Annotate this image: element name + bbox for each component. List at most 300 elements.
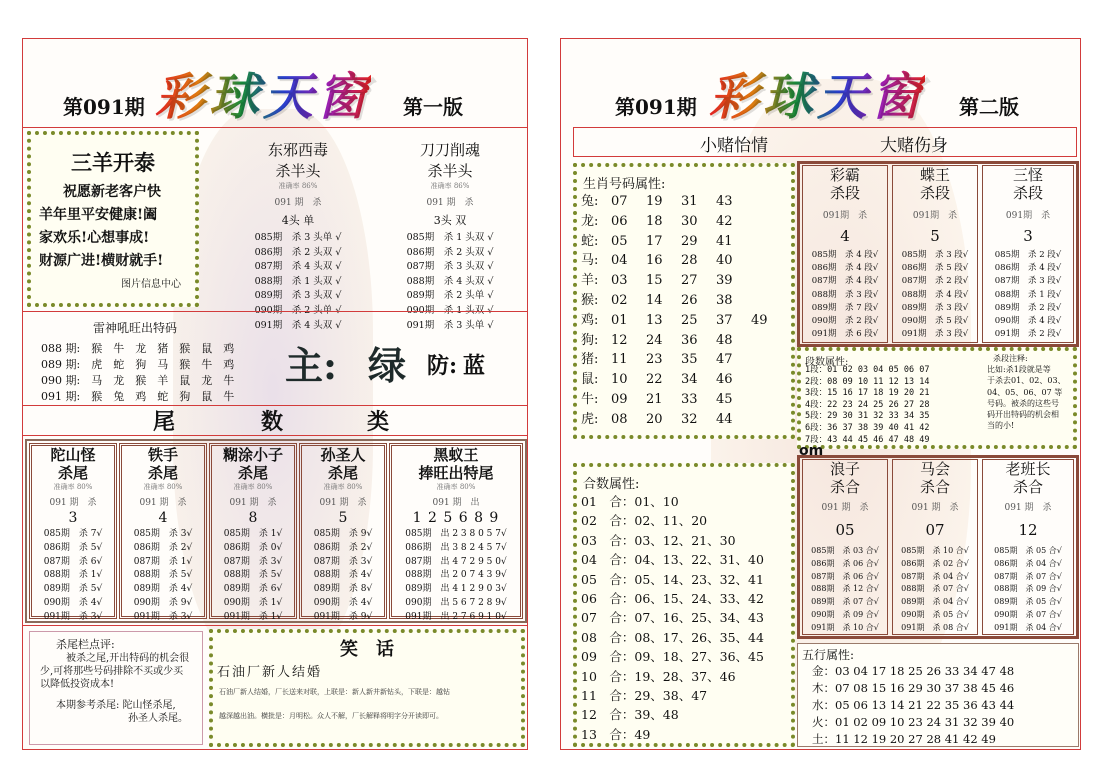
history-row: 089期 杀 8√ (313, 584, 373, 595)
zodiac-number: 13 (646, 312, 663, 328)
zodiac-number: 32 (681, 411, 698, 427)
zodiac-number: 16 (646, 253, 663, 269)
thunder-row: 089 期: 虎 蛇 狗 马 猴 牛 鸡 (41, 358, 235, 371)
zodiac-row (581, 251, 791, 271)
banner-left: 小赌怡情 (700, 136, 768, 156)
history-row: 091期 杀 6 段√ (811, 329, 879, 340)
reference-line: 孙圣人杀尾。 (128, 713, 188, 724)
history-row: 086期 杀 4 段√ (994, 263, 1062, 274)
he-row: 06 合：06、15、24、33、42 (581, 591, 764, 607)
zodiac-number: 37 (716, 312, 733, 328)
zodiac-number: 02 (611, 292, 628, 308)
comment-line: 被杀之尾,开出特码的机会很 (66, 653, 190, 664)
zodiac-title: 生肖号码属性: (583, 177, 666, 192)
zodiac-number: 40 (716, 253, 733, 269)
history-row: 087期 杀 2 段√ (901, 276, 969, 287)
column-subtitle: 杀半头 (275, 162, 321, 180)
column-subtitle: 杀合 (1012, 478, 1043, 496)
zodiac-number: 17 (646, 233, 663, 249)
history-row: 086期 杀 04 合√ (994, 558, 1062, 568)
joke-title: 笑 话 (340, 639, 394, 660)
he-row: 02 合：02、11、20 (581, 513, 708, 529)
history-row: 089期 杀 2 头单 √ (406, 290, 494, 302)
accuracy-rate: 准确率 80% (53, 483, 93, 491)
issue-number: 第091期 (63, 95, 145, 119)
zodiac-name: 牛: (581, 391, 599, 407)
history-row: 085期 杀 3√ (133, 529, 193, 539)
history-row: 090期 出 5 6 7 2 8 9√ (405, 597, 507, 608)
wuxing-row: 土：11 12 19 20 27 28 41 42 49 (812, 732, 996, 746)
segment-row: 5段：29 30 31 32 33 34 35 (805, 411, 930, 422)
zodiac-name: 马: (581, 253, 599, 269)
history-row: 086期 杀 06 合√ (811, 558, 879, 568)
segment-row: 2段：08 09 10 11 12 13 14 (805, 376, 930, 387)
history-row: 088期 杀 1√ (43, 570, 103, 581)
zodiac-row (581, 331, 791, 351)
issue-line: 091 期 出 (432, 498, 480, 508)
accuracy-rate: 准确率 80% (436, 483, 476, 491)
prediction-result: 5 (930, 227, 940, 245)
history-row: 089期 杀 4√ (133, 584, 193, 595)
wuxing-title: 五行属性: (802, 648, 855, 662)
zodiac-number: 46 (716, 372, 733, 388)
zodiac-number: 23 (646, 352, 663, 368)
kill-half-column-1 (223, 139, 373, 333)
divider (23, 311, 528, 312)
section-title-char: 尾 (153, 409, 176, 435)
segment-rows (805, 365, 929, 446)
he-attributes-box (573, 463, 795, 747)
history-row: 087期 出 4 7 2 9 5 0√ (405, 556, 507, 567)
joke-line: 石油厂新人结婚，厂长送来对联，上联是：新人新井新钻头，下联是：越钻 (219, 688, 450, 696)
edition-one-page (22, 38, 528, 750)
he-row: 08 合：08、17、26、35、44 (581, 629, 764, 645)
zodiac-number: 03 (611, 273, 628, 289)
history-row: 088期 杀 1 段√ (994, 289, 1062, 300)
zodiac-row (581, 350, 791, 370)
column-title: 孙圣人 (320, 446, 366, 464)
segment-column-3 (982, 165, 1074, 343)
zodiac-number: 25 (681, 312, 698, 328)
he-row: 07 合：07、16、25、34、43 (581, 610, 764, 626)
zodiac-number: 11 (611, 352, 628, 368)
history-row: 091期 杀 3 段√ (901, 329, 969, 340)
zodiac-number: 36 (681, 332, 698, 348)
issue-line: 091 期 杀 (229, 498, 277, 508)
history-row: 087期 杀 3 段√ (994, 276, 1062, 287)
joke-box (209, 629, 525, 747)
prediction-result: 4头 单 (281, 214, 315, 227)
he-row: 12 合：39、48 (581, 707, 679, 723)
divider (23, 127, 528, 128)
prediction-result: 12 (1018, 521, 1038, 539)
zodiac-number: 06 (611, 213, 628, 229)
tail-comment-box (29, 631, 203, 745)
greeting-title: 三羊开泰 (71, 150, 155, 175)
edition-label: 第二版 (959, 95, 1019, 119)
history-row: 089期 杀 05 合√ (994, 597, 1062, 607)
history-row: 087期 杀 3 头双 √ (406, 261, 494, 273)
joke-line: 越深越出油。横批是：月明松。众人不解，厂长解释将明字分开读即可。 (219, 712, 443, 720)
history-row: 088期 出 2 0 7 4 3 9√ (405, 570, 507, 581)
segment-title: 段数属性: (805, 357, 849, 368)
zodiac-name: 猪: (581, 352, 599, 368)
history-row: 089期 杀 5√ (43, 584, 103, 595)
prediction-result: 5 (338, 510, 348, 526)
he-row: 09 合：09、18、27、36、45 (581, 649, 764, 665)
history-row: 090期 杀 5 段√ (901, 316, 969, 327)
note-line: 号码。被杀的这些号 (987, 398, 1059, 408)
prediction-result: 3 (68, 510, 78, 526)
banner-right: 大赌伤身 (880, 136, 948, 156)
column-subtitle: 捧旺出特尾 (418, 464, 494, 482)
guard-color-value: 蓝 (463, 353, 486, 379)
history-row: 085期 杀 2 段√ (994, 250, 1062, 260)
zodiac-box (573, 163, 795, 439)
column-title: 铁手 (147, 446, 178, 464)
accuracy-rate: 准确率 80% (233, 483, 273, 491)
zodiac-number: 24 (646, 332, 663, 348)
history-row: 088期 杀 4 段√ (901, 289, 969, 300)
segment-note (987, 353, 1075, 431)
history-row: 085期 杀 3 段√ (901, 250, 969, 260)
segment-row: 3段：15 16 17 18 19 20 21 (805, 388, 930, 399)
issue-line: 091 期 杀 (274, 198, 322, 208)
he-row: 11 合：29、38、47 (581, 688, 708, 704)
he-row: 10 合：19、28、37、46 (581, 668, 736, 684)
history-row: 089期 出 4 1 2 9 0 3√ (405, 584, 507, 595)
zodiac-number: 33 (681, 391, 698, 407)
zodiac-number: 28 (681, 253, 698, 269)
kill-half-column-2 (375, 139, 525, 333)
note-line: 04、05、06、07 等 (987, 387, 1063, 397)
history-row: 086期 杀 2√ (133, 542, 193, 553)
history-row: 086期 出 3 8 2 4 5 7√ (405, 542, 507, 553)
prediction-result: 3头 双 (433, 214, 467, 227)
column-title: 糊涂小子 (222, 446, 283, 464)
history-row: 090期 杀 9√ (133, 597, 193, 608)
zodiac-name: 狗: (581, 332, 599, 348)
column-title: 蝶王 (919, 166, 950, 184)
section-title-char: 类 (367, 409, 390, 435)
issue-line: 091 期 杀 (911, 503, 959, 513)
wuxing-row: 水：05 06 13 14 21 22 35 36 43 44 (812, 698, 1015, 712)
comment-title: 杀尾栏点评: (56, 638, 115, 651)
history-row: 085期 杀 1 头双 √ (406, 232, 494, 243)
column-subtitle: 杀合 (919, 478, 950, 496)
history-row: 087期 杀 6√ (43, 556, 103, 567)
column-subtitle: 杀段 (919, 184, 950, 202)
zodiac-number: 12 (611, 332, 628, 348)
section-title-char: 数 (261, 409, 284, 435)
thunder-row: 091 期: 猴 兔 鸡 蛇 狗 鼠 牛 (41, 390, 235, 403)
zodiac-row (581, 212, 791, 232)
zodiac-row (581, 192, 791, 212)
issue-line: 091期 杀 (1005, 211, 1051, 221)
prediction-result: 8 (248, 510, 258, 526)
greeting-box (27, 131, 199, 307)
he-row: 01 合：01、10 (581, 494, 679, 509)
history-row: 088期 杀 3 段√ (811, 289, 879, 300)
he-row: 13 合：49 (581, 726, 651, 742)
history-row: 091期 杀 10 合√ (811, 622, 879, 632)
greeting-line: 财源广进!横财就手! (39, 253, 164, 269)
zodiac-number: 41 (716, 233, 733, 249)
history-row: 086期 杀 5 段√ (901, 263, 969, 274)
thunder-rows (41, 341, 234, 405)
zodiac-name: 猴: (581, 292, 599, 308)
history-row: 091期 杀 2 段√ (994, 329, 1062, 340)
history-row: 091期 杀 08 合√ (901, 622, 969, 632)
reference-label: 本期参考杀尾: (56, 700, 120, 711)
he-row: 05 合：05、14、23、32、41 (581, 571, 764, 587)
prediction-result: 3 (1023, 227, 1033, 245)
history-row: 089期 杀 07 合√ (811, 597, 879, 607)
greeting-line: 羊年里平安健康!阖 (39, 207, 158, 223)
greeting-line: 祝愿新老客户快 (63, 184, 161, 200)
history-row: 088期 杀 07 合√ (901, 584, 969, 594)
history-row: 085期 杀 10 合√ (901, 546, 969, 555)
history-row: 091期 杀 4 头双 √ (254, 319, 342, 331)
he-column-2 (892, 459, 978, 635)
zodiac-number: 21 (646, 391, 663, 407)
history-row: 091期 出 2 7 6 9 1 0√ (405, 611, 507, 622)
stray-mark: om (799, 443, 824, 459)
column-title: 浪子 (829, 460, 860, 478)
history-row: 090期 杀 07 合√ (994, 609, 1062, 619)
zodiac-number: 39 (716, 273, 733, 289)
divider (23, 435, 528, 436)
masthead-logo: 彩球天窗 (709, 57, 925, 129)
zodiac-number: 14 (646, 292, 663, 308)
greeting-footer: 图片信息中心 (121, 279, 181, 290)
history-row: 085期 杀 4 段√ (811, 250, 879, 260)
zodiac-row (581, 370, 791, 390)
zodiac-number: 43 (716, 194, 733, 209)
history-row: 087期 杀 06 合√ (811, 571, 879, 581)
history-row: 088期 杀 4 头双 √ (406, 275, 494, 287)
zodiac-name: 羊: (581, 273, 599, 289)
wuxing-box (797, 643, 1079, 747)
zodiac-number: 29 (681, 233, 698, 249)
column-title: 马会 (919, 460, 950, 478)
zodiac-number: 18 (646, 213, 663, 229)
history-row: 085期 杀 9√ (313, 529, 373, 539)
history-row: 085期 杀 3 头单 √ (254, 232, 342, 243)
zodiac-number: 34 (681, 372, 698, 388)
segment-attributes-box (797, 347, 1077, 449)
history-row: 086期 杀 2√ (313, 542, 373, 553)
segment-column-1 (802, 165, 888, 343)
comment-line: 少,可将那些号码排除不买或少买 (40, 666, 184, 677)
he-column-1 (802, 459, 888, 635)
zodiac-number: 15 (646, 273, 663, 289)
history-row: 089期 杀 6√ (223, 584, 283, 595)
zodiac-number: 48 (716, 332, 733, 348)
column-title: 刀刀削魂 (419, 141, 480, 159)
zodiac-number: 30 (681, 213, 698, 229)
history-row: 085期 杀 05 合√ (994, 546, 1062, 555)
history-row: 090期 杀 1√ (223, 597, 283, 608)
zodiac-number: 45 (716, 391, 733, 407)
history-row: 091期 杀 9√ (313, 611, 373, 622)
column-subtitle: 杀尾 (147, 464, 178, 482)
greeting-line: 家欢乐!心想事成! (39, 230, 150, 246)
accuracy-rate: 准确率 80% (143, 483, 183, 491)
accuracy-rate: 准确率 86% (430, 182, 470, 190)
segment-row: 4段：22 23 24 25 26 27 28 (805, 399, 930, 410)
segment-row: 7段：43 44 45 46 47 48 49 (805, 434, 930, 445)
column-title: 陀山怪 (50, 446, 96, 464)
special-tail-column (389, 443, 523, 622)
zodiac-number: 38 (716, 292, 733, 308)
history-row: 091期 杀 1√ (223, 611, 283, 622)
history-row: 085期 杀 7√ (43, 529, 103, 539)
he-row: 04 合：04、13、22、31、40 (581, 552, 764, 568)
thunder-title: 雷神吼旺出特码 (93, 321, 178, 335)
masthead-logo: 彩球天窗 (155, 57, 371, 129)
history-row: 091期 杀 3 头单 √ (406, 319, 494, 331)
note-title: 杀段注释: (993, 354, 1028, 363)
history-row: 091期 杀 3√ (43, 611, 103, 622)
zodiac-number: 27 (681, 273, 698, 289)
segment-row: 6段：36 37 38 39 40 41 42 (805, 422, 930, 433)
history-row: 089期 杀 3 头双 √ (254, 290, 342, 302)
history-row: 088期 杀 5√ (223, 570, 283, 581)
history-row: 089期 杀 2 段√ (994, 302, 1062, 313)
prediction-result: 07 (925, 521, 945, 539)
note-line: 于杀去01、02、03、 (987, 376, 1066, 386)
zodiac-number: 04 (611, 253, 628, 269)
zodiac-number: 05 (611, 233, 628, 249)
segment-column-2 (892, 165, 978, 343)
zodiac-number: 07 (611, 194, 628, 209)
zodiac-number: 35 (681, 352, 698, 368)
tail-column-2 (119, 443, 207, 622)
issue-number: 第091期 (615, 95, 697, 119)
history-row: 091期 杀 3√ (133, 611, 193, 622)
history-row: 086期 杀 4 段√ (811, 263, 879, 274)
comment-line: 以降低投资成本! (40, 679, 115, 690)
history-row: 088期 杀 1 头双 √ (254, 275, 342, 287)
zodiac-number: 01 (611, 312, 628, 328)
zodiac-number: 22 (646, 372, 663, 388)
history-row: 087期 杀 4 头双 √ (254, 261, 342, 273)
zodiac-row (581, 232, 791, 252)
he-column-3 (982, 459, 1074, 635)
history-row: 088期 杀 09 合√ (994, 584, 1062, 594)
main-color-value: 绿 (368, 343, 407, 388)
prediction-result: 4 (158, 510, 168, 526)
issue-line: 091 期 杀 (1004, 503, 1052, 513)
zodiac-number: 42 (716, 213, 733, 229)
issue-line: 091 期 杀 (139, 498, 187, 508)
note-line: 比如:杀1段就是等 (987, 365, 1051, 375)
history-row: 086期 杀 5√ (43, 542, 103, 553)
note-line: 码开出特码的机会相 (987, 410, 1059, 420)
history-row: 090期 杀 2 段√ (811, 316, 879, 327)
column-subtitle: 杀段 (1012, 184, 1043, 202)
main-color-label: 主: (285, 343, 338, 388)
wuxing-row: 木：07 08 15 16 29 30 37 38 45 46 (812, 681, 1015, 695)
edition-two-page (560, 38, 1081, 750)
history-row: 091期 杀 04 合√ (994, 622, 1062, 632)
column-title: 老班长 (1005, 460, 1051, 478)
history-row: 086期 杀 02 合√ (901, 558, 969, 568)
he-row: 03 合：03、12、21、30 (581, 532, 736, 548)
history-row: 090期 杀 09 合√ (811, 609, 879, 619)
column-subtitle: 杀尾 (327, 464, 358, 482)
wuxing-row: 火：01 02 09 10 23 24 31 32 39 40 (812, 715, 1015, 729)
prediction-result: 4 (840, 227, 850, 245)
history-row: 087期 杀 04 合√ (901, 571, 969, 581)
zodiac-row (581, 390, 791, 410)
joke-headline: 石油厂新人结婚 (217, 665, 323, 680)
zodiac-number: 26 (681, 292, 698, 308)
history-row: 087期 杀 1√ (133, 556, 193, 567)
column-subtitle: 杀段 (829, 184, 860, 202)
segment-row: 1段：01 02 03 04 05 06 07 (805, 365, 930, 375)
column-subtitle: 杀尾 (57, 464, 88, 482)
tail-column-1 (29, 443, 117, 622)
column-title: 黑蚁王 (433, 446, 479, 464)
tail-column-3 (209, 443, 297, 622)
zodiac-number: 49 (751, 312, 768, 328)
history-row: 086期 杀 0√ (223, 542, 283, 553)
he-title: 合数属性: (583, 477, 640, 492)
column-title: 东邪西毒 (267, 141, 328, 159)
history-row: 088期 杀 4√ (313, 570, 373, 581)
history-row: 087期 杀 07 合√ (994, 571, 1062, 581)
column-subtitle: 杀合 (829, 478, 860, 496)
history-row: 090期 杀 4√ (313, 597, 373, 608)
history-row: 085期 杀 1√ (223, 529, 283, 539)
issue-line: 091 期 杀 (319, 498, 367, 508)
wuxing-row: 金：03 04 17 18 25 26 33 34 47 48 (812, 664, 1015, 678)
tail-column-4 (299, 443, 387, 622)
zodiac-number: 09 (611, 391, 628, 407)
zodiac-number: 19 (646, 194, 663, 209)
zodiac-name: 鸡: (581, 312, 599, 328)
zodiac-name: 蛇: (581, 233, 599, 249)
history-row: 087期 杀 4 段√ (811, 276, 879, 287)
issue-line: 091 期 杀 (426, 198, 474, 208)
zodiac-row (581, 311, 791, 331)
zodiac-name: 虎: (581, 411, 599, 427)
column-subtitle: 杀尾 (237, 464, 268, 482)
history-row: 090期 杀 4 段√ (994, 316, 1062, 327)
zodiac-number: 47 (716, 352, 733, 368)
prediction-result: 05 (835, 521, 855, 539)
zodiac-name: 兔: (581, 194, 599, 209)
guard-color-label: 防: (427, 353, 458, 379)
history-row: 085期 出 2 3 8 0 5 7√ (405, 529, 507, 539)
thunder-row: 090 期: 马 龙 猴 羊 鼠 龙 牛 (41, 374, 235, 387)
accuracy-rate: 准确率 86% (278, 182, 318, 190)
issue-line: 091 期 杀 (49, 498, 97, 508)
zodiac-row (581, 291, 791, 311)
accuracy-rate: 准确率 80% (323, 483, 363, 491)
issue-line: 091 期 杀 (821, 503, 869, 513)
history-row: 087期 杀 3√ (223, 556, 283, 567)
zodiac-number: 31 (681, 194, 698, 209)
history-row: 086期 杀 2 头双 √ (254, 246, 342, 258)
history-row: 088期 杀 5√ (133, 570, 193, 581)
note-line: 当的小! (987, 421, 1015, 431)
issue-line: 091期 杀 (912, 211, 958, 221)
history-row: 090期 杀 4√ (43, 597, 103, 608)
history-row: 089期 杀 7 段√ (811, 302, 879, 313)
